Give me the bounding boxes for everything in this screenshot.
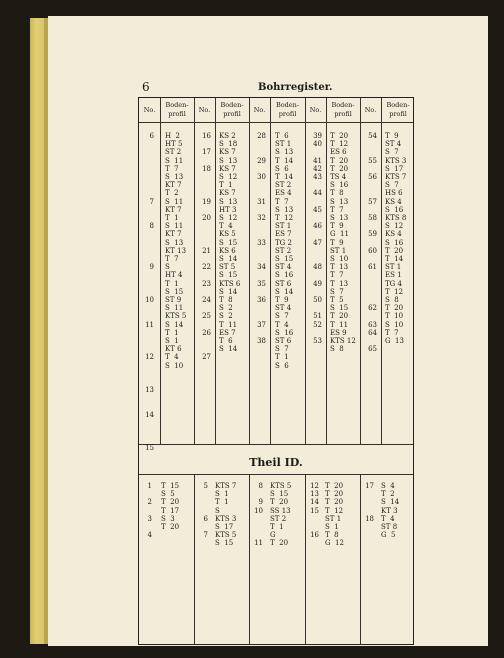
section-rule-top: [139, 444, 413, 445]
bore-register-table: [138, 97, 414, 645]
header-no: No.: [198, 106, 211, 114]
profile-col-1: H 2 HT 5 ST 2 S 11 T 7 S 13 KT 7 T 2 S 11 KT 7 T 1 S 11 KT 7 S 13 KT 13 T 7 S HT 4 T 1 S 15 ST 9 S 11 KTS 5 S 14 T 1 S 1 KT 6 T 4 S 10: [165, 132, 187, 370]
profile-col-1: T 15 S 5 T 20 T 17 S 3 T 20: [161, 482, 180, 532]
header-no: No.: [253, 106, 266, 114]
header-no: No.: [364, 106, 377, 114]
running-head: Bohrregister.: [258, 82, 333, 93]
section-title: Theil ID.: [249, 456, 303, 469]
numbers-col-4: 12 13 14 15 16: [310, 482, 319, 540]
numbers-col-1: 6 7 8 9 10 11 12 13 14 15: [145, 132, 154, 452]
profile-col-5: S 4 T 2 S 14 KT 3 T 4 ST 8 G 5: [381, 482, 400, 540]
header-no: No.: [309, 106, 322, 114]
header-profile: Boden- profil: [165, 101, 189, 118]
section-rule-bottom: [139, 474, 413, 475]
col-rule: [270, 98, 271, 444]
col-rule: [381, 98, 382, 444]
profile-col-4: T 20 T 12 ES 6 T 20 T 20 TS 4 S 16 T 8 S 13 T 7 S 13 T 9 G 11 T 9 ST 1 S 10 T 13 T 7 T 13 S 7 T 5 S 15 T 20 T 11 ES 9 KTS 12 S 8: [330, 132, 356, 354]
profile-col-2: KS 2 S 18 KS 7 S 13 KS 7 S 12 T 1 KS 7 S 13 HT 3 S 12 T 4 KS 5 S 15 KS 6 S 14 ST 5 S 15 KTS 6 S 14 T 8 S 2 S 2 T 11 ES 7 T 6 S 14: [219, 132, 241, 354]
col-rule: [160, 98, 161, 444]
col-rule: [215, 98, 216, 444]
header-no: No.: [143, 106, 156, 114]
header-profile: Boden- profil: [386, 101, 410, 118]
numbers-col-2: 5 6 7: [203, 482, 208, 540]
numbers-col-2: 16 17 18 19 20 21 22 23 24 25 26 27: [202, 132, 211, 362]
numbers-col-5: 54 55 56 57 58 59 60 61 62 63 64 65: [368, 132, 377, 354]
profile-col-3: T 6 ST 1 S 13 T 14 S 6 T 14 ST 2 ES 4 T 7 S 13 T 12 ST 1 ES 7 TG 2 ST 2 S 15 ST 4 S 16 ST 6 S 14 T 9 ST 4 S 7 T 4 S 16 ST 6 S 7 T 1 S 6: [275, 132, 294, 370]
page-number: 6: [142, 80, 150, 94]
header-profile: Boden- profil: [220, 101, 244, 118]
numbers-col-5: 17 18: [365, 482, 374, 523]
numbers-col-3: 8 9 10 11: [254, 482, 263, 548]
numbers-col-3: 28 29 30 31 32 33 34 35 36 37 38: [257, 132, 266, 346]
profile-col-2: KTS 7 S 1 T 1 S KTS 3 S 17 KTS 5 S 15: [215, 482, 237, 548]
numbers-col-4: 39 40 41 42 43 44 45 46 47 48 49 50 51 52 53: [313, 132, 322, 346]
profile-col-4: T 20 T 20 T 20 T 12 ST 1 S 1 T 8 G 12: [325, 482, 344, 548]
header-rule: [139, 122, 413, 123]
profile-col-5: T 9 ST 4 S 7 KTS 3 S 17 KTS 7 S 7 HS 6 KS 4 S 16 KTS 8 S 12 KS 4 S 16 T 20 T 14 ST 1 ES 1 TG 4 T 12 S 8 T 20 T 10 S 10 T 7 G 13: [385, 132, 407, 346]
profile-col-3: KTS 5 S 15 T 20 SS 13 ST 2 T 1 G T 20: [270, 482, 292, 548]
header-profile: Boden- profil: [275, 101, 300, 118]
header-profile: Boden- profil: [331, 101, 355, 118]
numbers-col-1: 1 2 3 4: [147, 482, 152, 540]
col-rule: [326, 98, 327, 444]
